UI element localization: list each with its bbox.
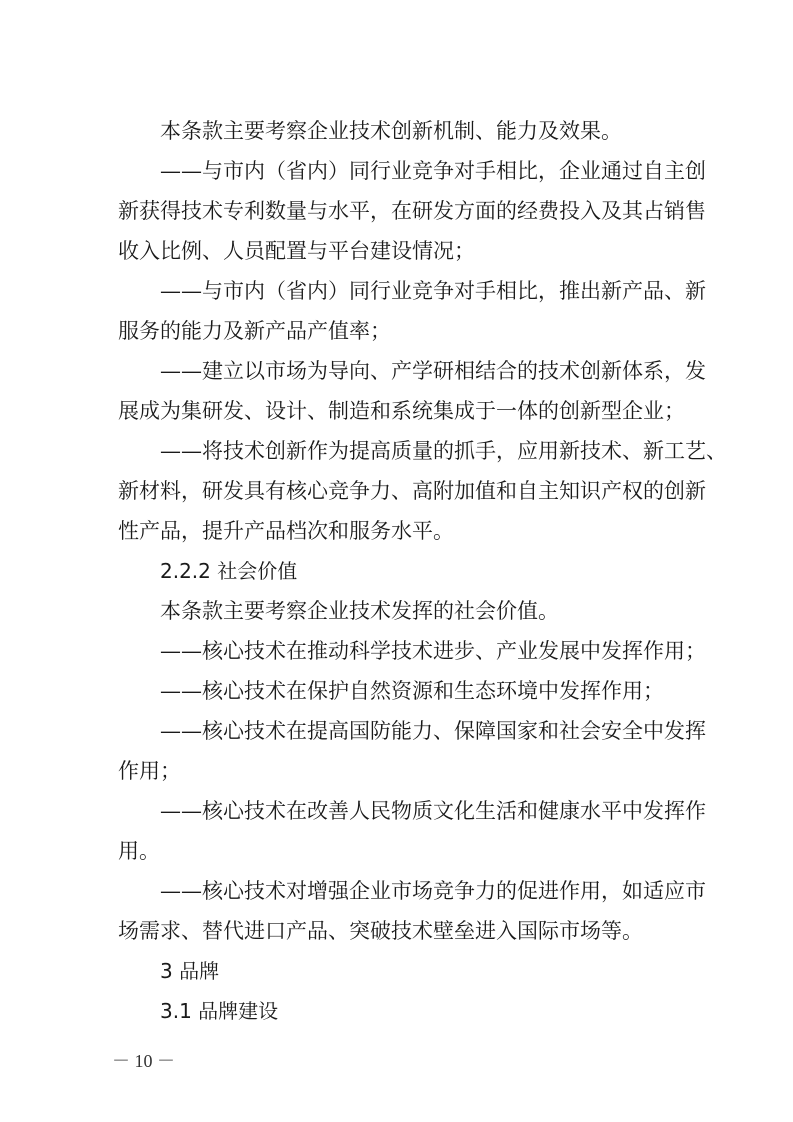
paragraph-line: 新获得技术专利数量与水平，在研发方面的经费投入及其占销售 xyxy=(118,199,706,223)
paragraph-line: ——与市内（省内）同行业竞争对手相比，企业通过自主创 xyxy=(160,159,706,183)
paragraph-line: ——建立以市场为导向、产学研相结合的技术创新体系，发 xyxy=(160,359,706,383)
section-heading: 3.1 品牌建设 xyxy=(160,999,279,1023)
paragraph-line: ——将技术创新作为提高质量的抓手，应用新技术、新工艺、 xyxy=(160,439,727,463)
paragraph-line: 收入比例、人员配置与平台建设情况； xyxy=(118,239,475,263)
section-heading: 3 品牌 xyxy=(160,959,220,983)
paragraph-line: ——核心技术在推动科学技术进步、产业发展中发挥作用； xyxy=(160,639,706,663)
paragraph-line: ——与市内（省内）同行业竞争对手相比，推出新产品、新 xyxy=(160,279,706,303)
paragraph-line: 场需求、替代进口产品、突破技术壁垒进入国际市场等。 xyxy=(118,919,643,943)
section-heading: 2.2.2 社会价值 xyxy=(160,559,298,583)
paragraph-line: 用。 xyxy=(118,839,160,863)
paragraph-line: ——核心技术在改善人民物质文化生活和健康水平中发挥作 xyxy=(160,799,706,823)
paragraph-line: 作用； xyxy=(118,759,181,783)
paragraph-line: ——核心技术对增强企业市场竞争力的促进作用，如适应市 xyxy=(160,879,706,903)
paragraph-line: 本条款主要考察企业技术发挥的社会价值。 xyxy=(160,599,559,623)
paragraph-line: ——核心技术在保护自然资源和生态环境中发挥作用； xyxy=(160,679,664,703)
paragraph-line: 性产品，提升产品档次和服务水平。 xyxy=(118,519,454,543)
paragraph-line: 服务的能力及新产品产值率； xyxy=(118,319,391,343)
page-number: － 10 － xyxy=(112,1051,175,1071)
paragraph-line: ——核心技术在提高国防能力、保障国家和社会安全中发挥 xyxy=(160,719,706,743)
paragraph-line: 新材料，研发具有核心竞争力、高附加值和自主知识产权的创新 xyxy=(118,479,706,503)
paragraph-line: 展成为集研发、设计、制造和系统集成于一体的创新型企业； xyxy=(118,399,685,423)
paragraph-line: 本条款主要考察企业技术创新机制、能力及效果。 xyxy=(160,119,622,143)
